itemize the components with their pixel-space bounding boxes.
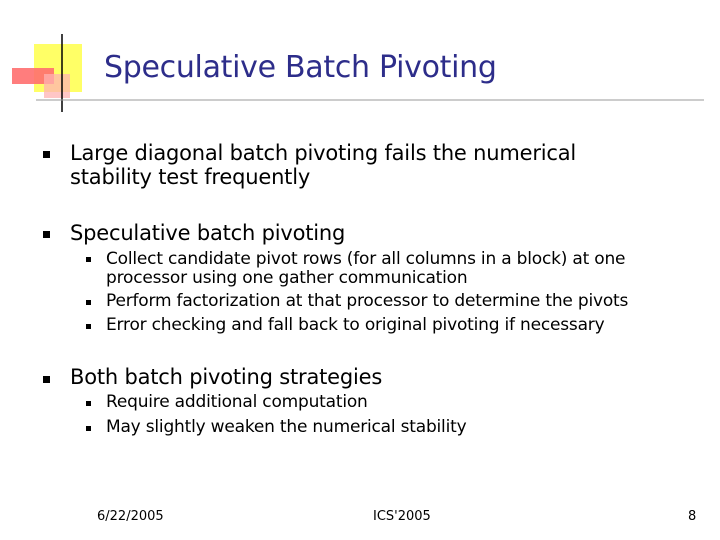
decoration-pink-square bbox=[44, 74, 70, 98]
bullet-marker bbox=[43, 231, 50, 238]
bullet-3-line-1: Both batch pivoting strategies bbox=[70, 365, 383, 389]
bullet-marker bbox=[43, 376, 50, 383]
subbullet-marker bbox=[86, 401, 91, 406]
subbullet-3-2: May slightly weaken the numerical stability bbox=[106, 417, 467, 437]
footer-conference: ICS'2005 bbox=[373, 509, 431, 524]
subbullet-marker bbox=[86, 426, 91, 431]
subbullet-marker bbox=[86, 257, 91, 262]
subbullet-2-3: Error checking and fall back to original pivoting if necessary bbox=[106, 315, 605, 335]
bullet-1-line-1: Large diagonal batch pivoting fails the numerical bbox=[70, 141, 577, 165]
subbullet-marker bbox=[86, 324, 91, 329]
subbullet-2-1-line-1: Collect candidate pivot rows (for all columns in a block) at one bbox=[106, 249, 626, 269]
slide-title: Speculative Batch Pivoting bbox=[104, 50, 497, 85]
bullet-marker bbox=[43, 151, 50, 158]
bullet-2-line-1: Speculative batch pivoting bbox=[70, 221, 346, 245]
subbullet-3-1: Require additional computation bbox=[106, 392, 368, 412]
subbullet-2-2: Perform factorization at that processor to determine the pivots bbox=[106, 291, 629, 311]
footer-page-number: 8 bbox=[688, 509, 697, 524]
subbullet-marker bbox=[86, 300, 91, 305]
subbullet-2-1-line-2: processor using one gather communication bbox=[106, 268, 468, 288]
bullet-1-line-2: stability test frequently bbox=[70, 165, 311, 189]
footer-date: 6/22/2005 bbox=[97, 509, 164, 524]
